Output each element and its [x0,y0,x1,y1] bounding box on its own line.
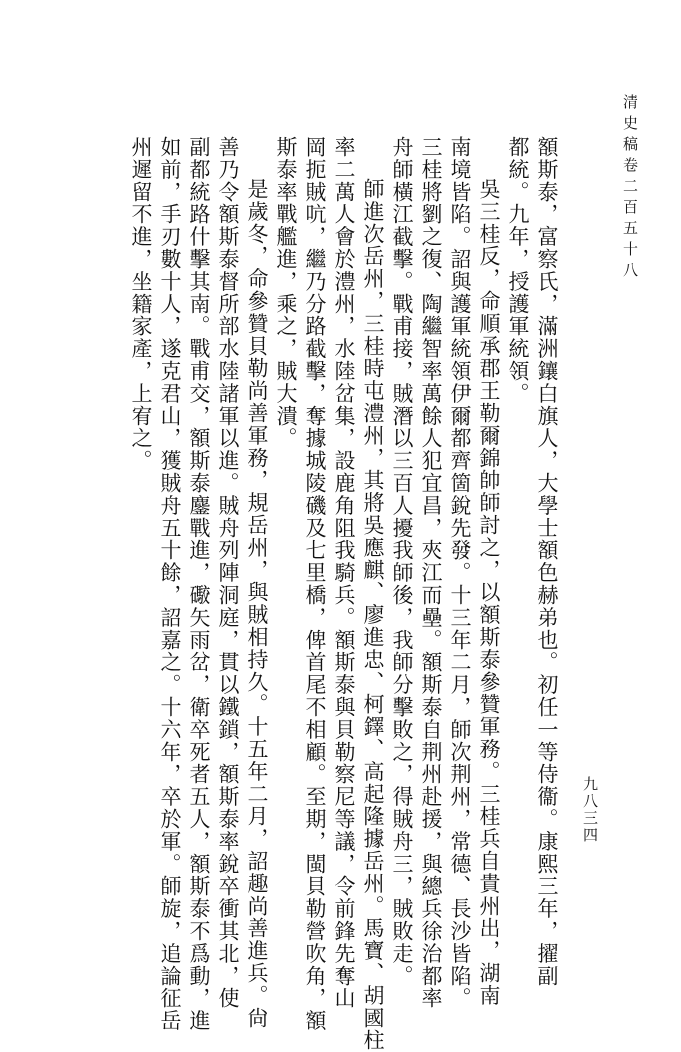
page-number: 九八三四 [581,776,599,844]
text-column: 吳三桂反，命順承郡王勒爾錦帥師討之，以額斯泰參贊軍務。三桂兵自貴州出，湖南 [477,178,501,1007]
text-column: 師進次岳州，三桂時屯澧州，其將吳應麒、廖進忠、柯鐸、高起隆據岳州。馬寶、胡國柱 [361,178,385,1052]
text-column: 舟師橫江截擊。戰甫接，賊潛以三百人擾我師後，我師分擊敗之，得賊舟三，賊敗走。 [390,136,414,988]
running-title: 清史稿卷二百五十八 [621,94,639,283]
text-column: 如前，手刃數十人，遂克君山，獲賊舟五十餘，詔嘉之。十六年，卒於軍。師旋，追論征岳 [158,136,182,1032]
text-column: 額斯泰，富察氏，滿洲鑲白旗人，大學士額色赫弟也。初任一等侍衞。康熙三年，擢副 [535,136,559,988]
text-column: 岡扼賊吭，繼乃分路截擊，奪據城陵磯及七里橋，俾首尾不相顧。至期，閩貝勒營吹角，額 [303,136,327,1032]
text-column: 善乃令額斯泰督所部水陸諸軍以進。賊舟列陣洞庭，貫以鐵鎖，額斯泰率銳卒衝其北，使 [216,136,240,1010]
text-column: 副都統路什擊其南。戰甫交，額斯泰鏖戰進，礮矢雨岔，衛卒死者五人，額斯泰不爲動，進 [187,136,211,1032]
text-column: 都統。九年，授護軍統領。 [506,136,530,405]
text-column: 斯泰率戰艦進，乘之，賊大潰。 [274,136,298,450]
text-column: 三桂將劉之復、陶繼智率萬餘人犯宜昌，夾江而壘。額斯泰自荆州赴援，與總兵徐治都率 [419,136,443,1010]
text-column: 率二萬人會於澧州，水陸岔集，設鹿角阻我騎兵。額斯泰與貝勒察尼等議，令前鋒先奪山 [332,136,356,1010]
text-column: 是歲冬，命參贊貝勒尚善軍務，規岳州，與賊相持久。十五年二月，詔趣尚善進兵。尙 [245,178,269,1030]
text-column: 州遲留不進，坐籍家產，上宥之。 [129,136,153,472]
text-column: 南境皆陷。詔與護軍統領伊爾都齊箇銳先發。十三年二月，師次荆州，常德、長沙皆陷。 [448,136,472,1010]
